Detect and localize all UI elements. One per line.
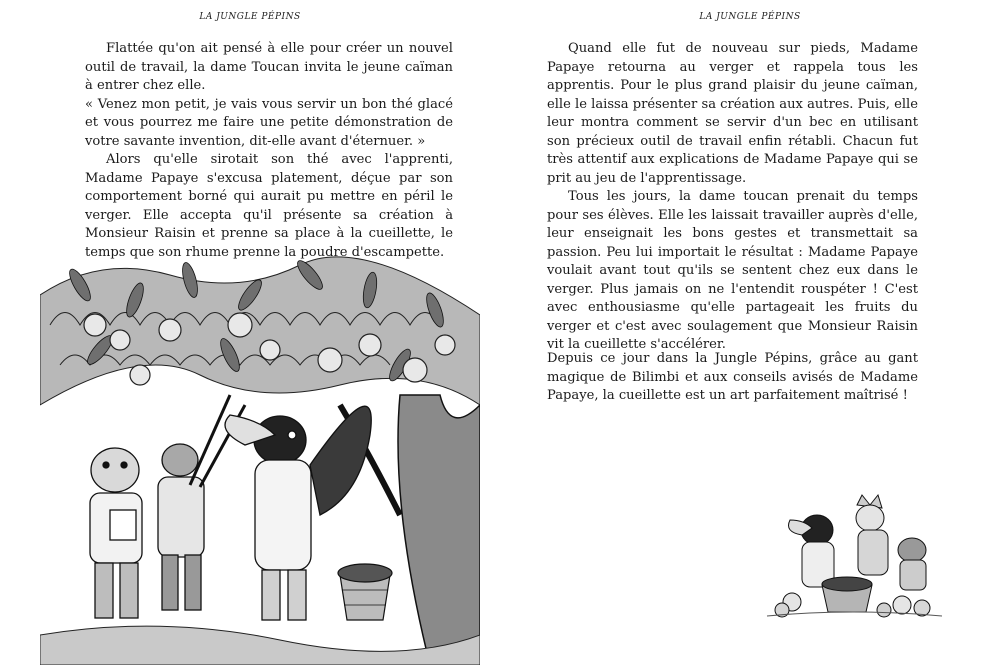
running-head-left: LA JUNGLE PÉPINS [199, 12, 301, 22]
right-page-text [547, 40, 918, 355]
orchard-illustration [40, 255, 480, 665]
running-head-right: LA JUNGLE PÉPINS [699, 12, 801, 22]
paragraph: Depuis ce jour dans la Jungle Pépins, grâce au gant magique de Bilimbi et aux conseils avisés de Madame Papaye, la cueillette est un art parfaitement maîtrisé ! [547, 351, 918, 403]
left-page-text [85, 40, 453, 262]
right-page [500, 0, 1000, 670]
paragraph: Flattée qu'on ait pensé à elle pour créer un nouvel outil de travail, la dame Toucan invita le jeune caïman à entrer chez elle. [85, 41, 453, 93]
vignette-illustration [762, 490, 947, 620]
paragraph: Alors qu'elle sirotait son thé avec l'apprenti, Madame Papaye s'excusa platement, déçue par son comportement borné qui aurait pu mettre en péril le verger. Elle accepta qu'il présente sa création à Monsieur Raisin et prenne sa place à la cueillette, le temps que son rhume prenne la poudre d'escampette. [85, 152, 453, 260]
paragraph: Quand elle fut de nouveau sur pieds, Madame Papaye retourna au verger et rappela tous les apprentis. Pour le plus grand plaisir du jeune caïman, elle le laissa présenter sa création aux autres. Puis, elle leur montra comment se servir d'un bec en utilisant son précieux outil de travail enfin rétabli. Chacun fut très attentif aux explications de Madame Papaye qui se prit au jeu de l'apprentissage. [547, 41, 918, 186]
paragraph: « Venez mon petit, je vais vous servir un bon thé glacé et vous pourrez me faire une petite démonstration de votre savante invention, dit-elle avant d'éternuer. » [85, 96, 453, 149]
paragraph: Tous les jours, la dame toucan prenait du temps pour ses élèves. Elle les laissait travailler auprès d'elle, leur enseignait les bons gestes et transmettait sa passion. Peu lui importait le résultat : Madame Papaye voulait avant tout qu'ils se sentent chez eux dans le verger. Plus jamais on ne l'entendit rouspéter ! C'est avec enthousiasme qu'elle partageait les fruits du verger et c'est avec soulagement que Monsieur Raisin vit la cueillette s'accélérer. [547, 189, 918, 352]
closing-paragraph [547, 350, 918, 406]
